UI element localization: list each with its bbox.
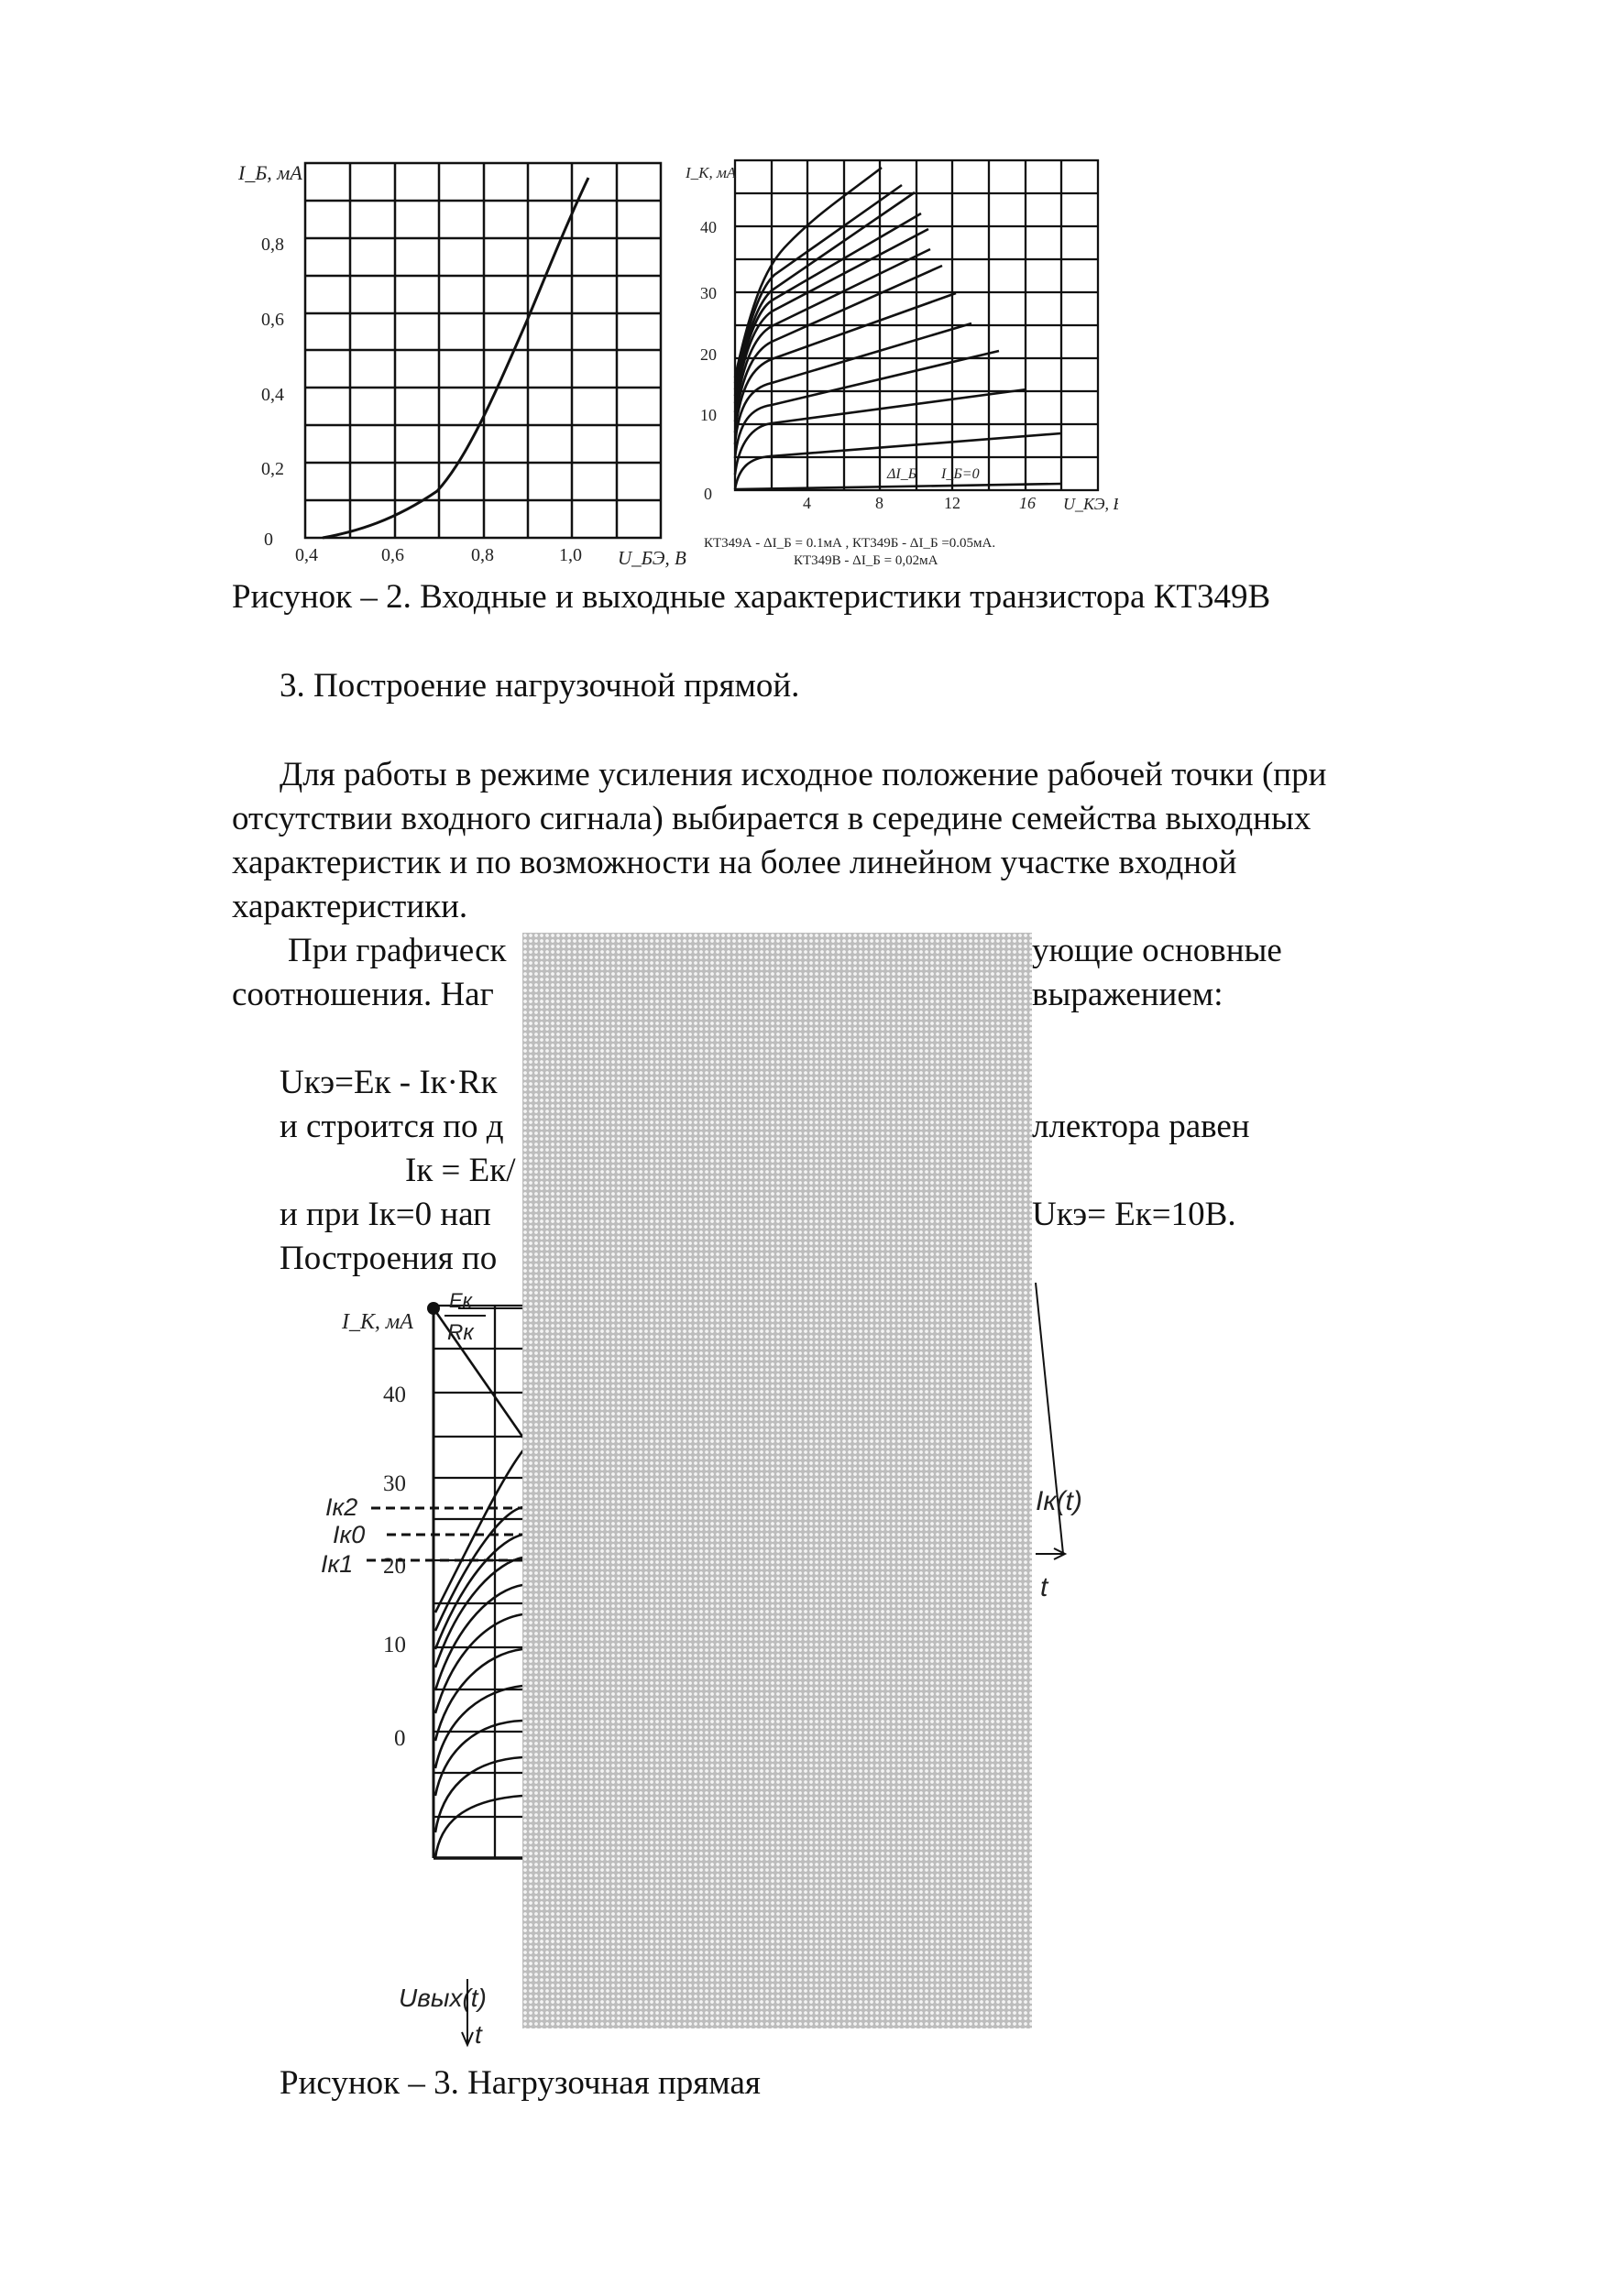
ik1-label: Iк1 xyxy=(321,1550,354,1578)
output-xtick-3: 16 xyxy=(1019,494,1036,512)
formula-uke: Uкэ=Ек - Iк·Rк xyxy=(280,1064,498,1101)
line-build-right: ллектора равен xyxy=(1032,1108,1250,1145)
line-constr-left: Построения по xyxy=(280,1240,498,1277)
load-ytick-20: 20 xyxy=(383,1554,406,1579)
ib-zero-annotation: I_Б=0 xyxy=(941,466,980,482)
input-ytick-2: 0,4 xyxy=(261,385,284,405)
figure3-caption: Рисунок – 3. Нагрузочная прямая xyxy=(280,2064,761,2102)
output-ytick-0: 0 xyxy=(704,485,712,503)
load-ytick-30: 30 xyxy=(383,1471,406,1496)
t-label-right: t xyxy=(1040,1572,1048,1602)
output-ytick-3: 30 xyxy=(700,284,717,302)
paragraph-1-line-1: Для работы в режиме усиления исходное положение рабочей точки (при xyxy=(280,756,1327,793)
output-ytick-4: 40 xyxy=(700,218,717,236)
delta-ib-annotation: ΔI_Б xyxy=(887,466,917,482)
output-ytick-1: 10 xyxy=(700,406,717,424)
load-ytick-10: 10 xyxy=(383,1633,406,1657)
section-heading: 3. Построение нагрузочной прямой. xyxy=(280,667,800,705)
t-label-bottom: t xyxy=(475,2020,482,2049)
transistor-note-line1: КТ349А - ΔI_Б = 0.1мА , КТ349Б - ΔI_Б =0.05мА. xyxy=(704,536,996,551)
load-ytick-0: 0 xyxy=(394,1726,406,1751)
input-x-label: U_БЭ, В xyxy=(618,547,686,569)
input-ytick-3: 0,6 xyxy=(261,310,284,330)
paragraph-2-line-2-right: выражением: xyxy=(1032,976,1223,1013)
right-arrow-icon xyxy=(1036,1548,1065,1559)
input-ytick-4: 0,8 xyxy=(261,235,284,255)
load-ytick-40: 40 xyxy=(383,1383,406,1407)
input-ytick-1: 0,2 xyxy=(261,459,284,479)
line-build-left: и строится по д xyxy=(280,1108,504,1145)
input-ytick-0: 0 xyxy=(264,530,273,550)
output-characteristics-chart xyxy=(678,147,1118,577)
line-zero-right: Uкэ= Ек=10В. xyxy=(1032,1196,1236,1233)
paragraph-2-line-1-left: При графическ xyxy=(288,932,507,969)
line-zero-left: и при Iк=0 нап xyxy=(280,1196,491,1233)
ik2-label: Iк2 xyxy=(325,1493,358,1521)
output-x-label: U_КЭ, В xyxy=(1063,495,1118,513)
ek-label: Ек xyxy=(449,1289,473,1312)
output-ytick-2: 20 xyxy=(700,345,717,364)
input-xtick-3: 1,0 xyxy=(559,545,582,565)
input-xtick-2: 0,8 xyxy=(471,545,494,565)
ik-t-label: Iк(t) xyxy=(1036,1486,1082,1516)
paragraph-2-line-2-left: соотношения. Наг xyxy=(232,976,494,1013)
ik0-label: Iк0 xyxy=(333,1521,366,1548)
paragraph-1-line-3: характеристик и по возможности на более линейном участке входной xyxy=(232,844,1237,881)
figure2-caption: Рисунок – 2. Входные и выходные характеристики транзистора КТ349В xyxy=(232,578,1271,616)
occlusion-mask xyxy=(522,933,1032,2028)
input-xtick-0: 0,4 xyxy=(295,545,318,565)
input-xtick-1: 0,6 xyxy=(381,545,404,565)
output-xtick-2: 12 xyxy=(944,494,960,512)
output-y-label: I_К, мА xyxy=(686,164,737,181)
paragraph-2-line-1-right: ующие основные xyxy=(1032,932,1282,969)
rk-label: Rк xyxy=(447,1320,474,1345)
paragraph-1-line-2: отсутствии входного сигнала) выбирается в середине семейства выходных xyxy=(232,800,1311,837)
input-characteristic-chart xyxy=(220,147,697,577)
uvyx-label: Uвых(t) xyxy=(399,1984,487,2012)
paragraph-1 xyxy=(232,753,1326,929)
output-xtick-1: 8 xyxy=(875,494,883,512)
paragraph-1-line-4: характеристики. xyxy=(232,888,468,925)
output-xtick-0: 4 xyxy=(803,494,811,512)
formula-ik: Iк = Ек/ xyxy=(405,1152,516,1189)
input-y-label: I_Б, мА xyxy=(238,161,302,184)
transistor-note-line2: КТ349В - ΔI_Б = 0,02мА xyxy=(794,553,938,568)
load-y-label: I_К, мА xyxy=(342,1310,413,1334)
